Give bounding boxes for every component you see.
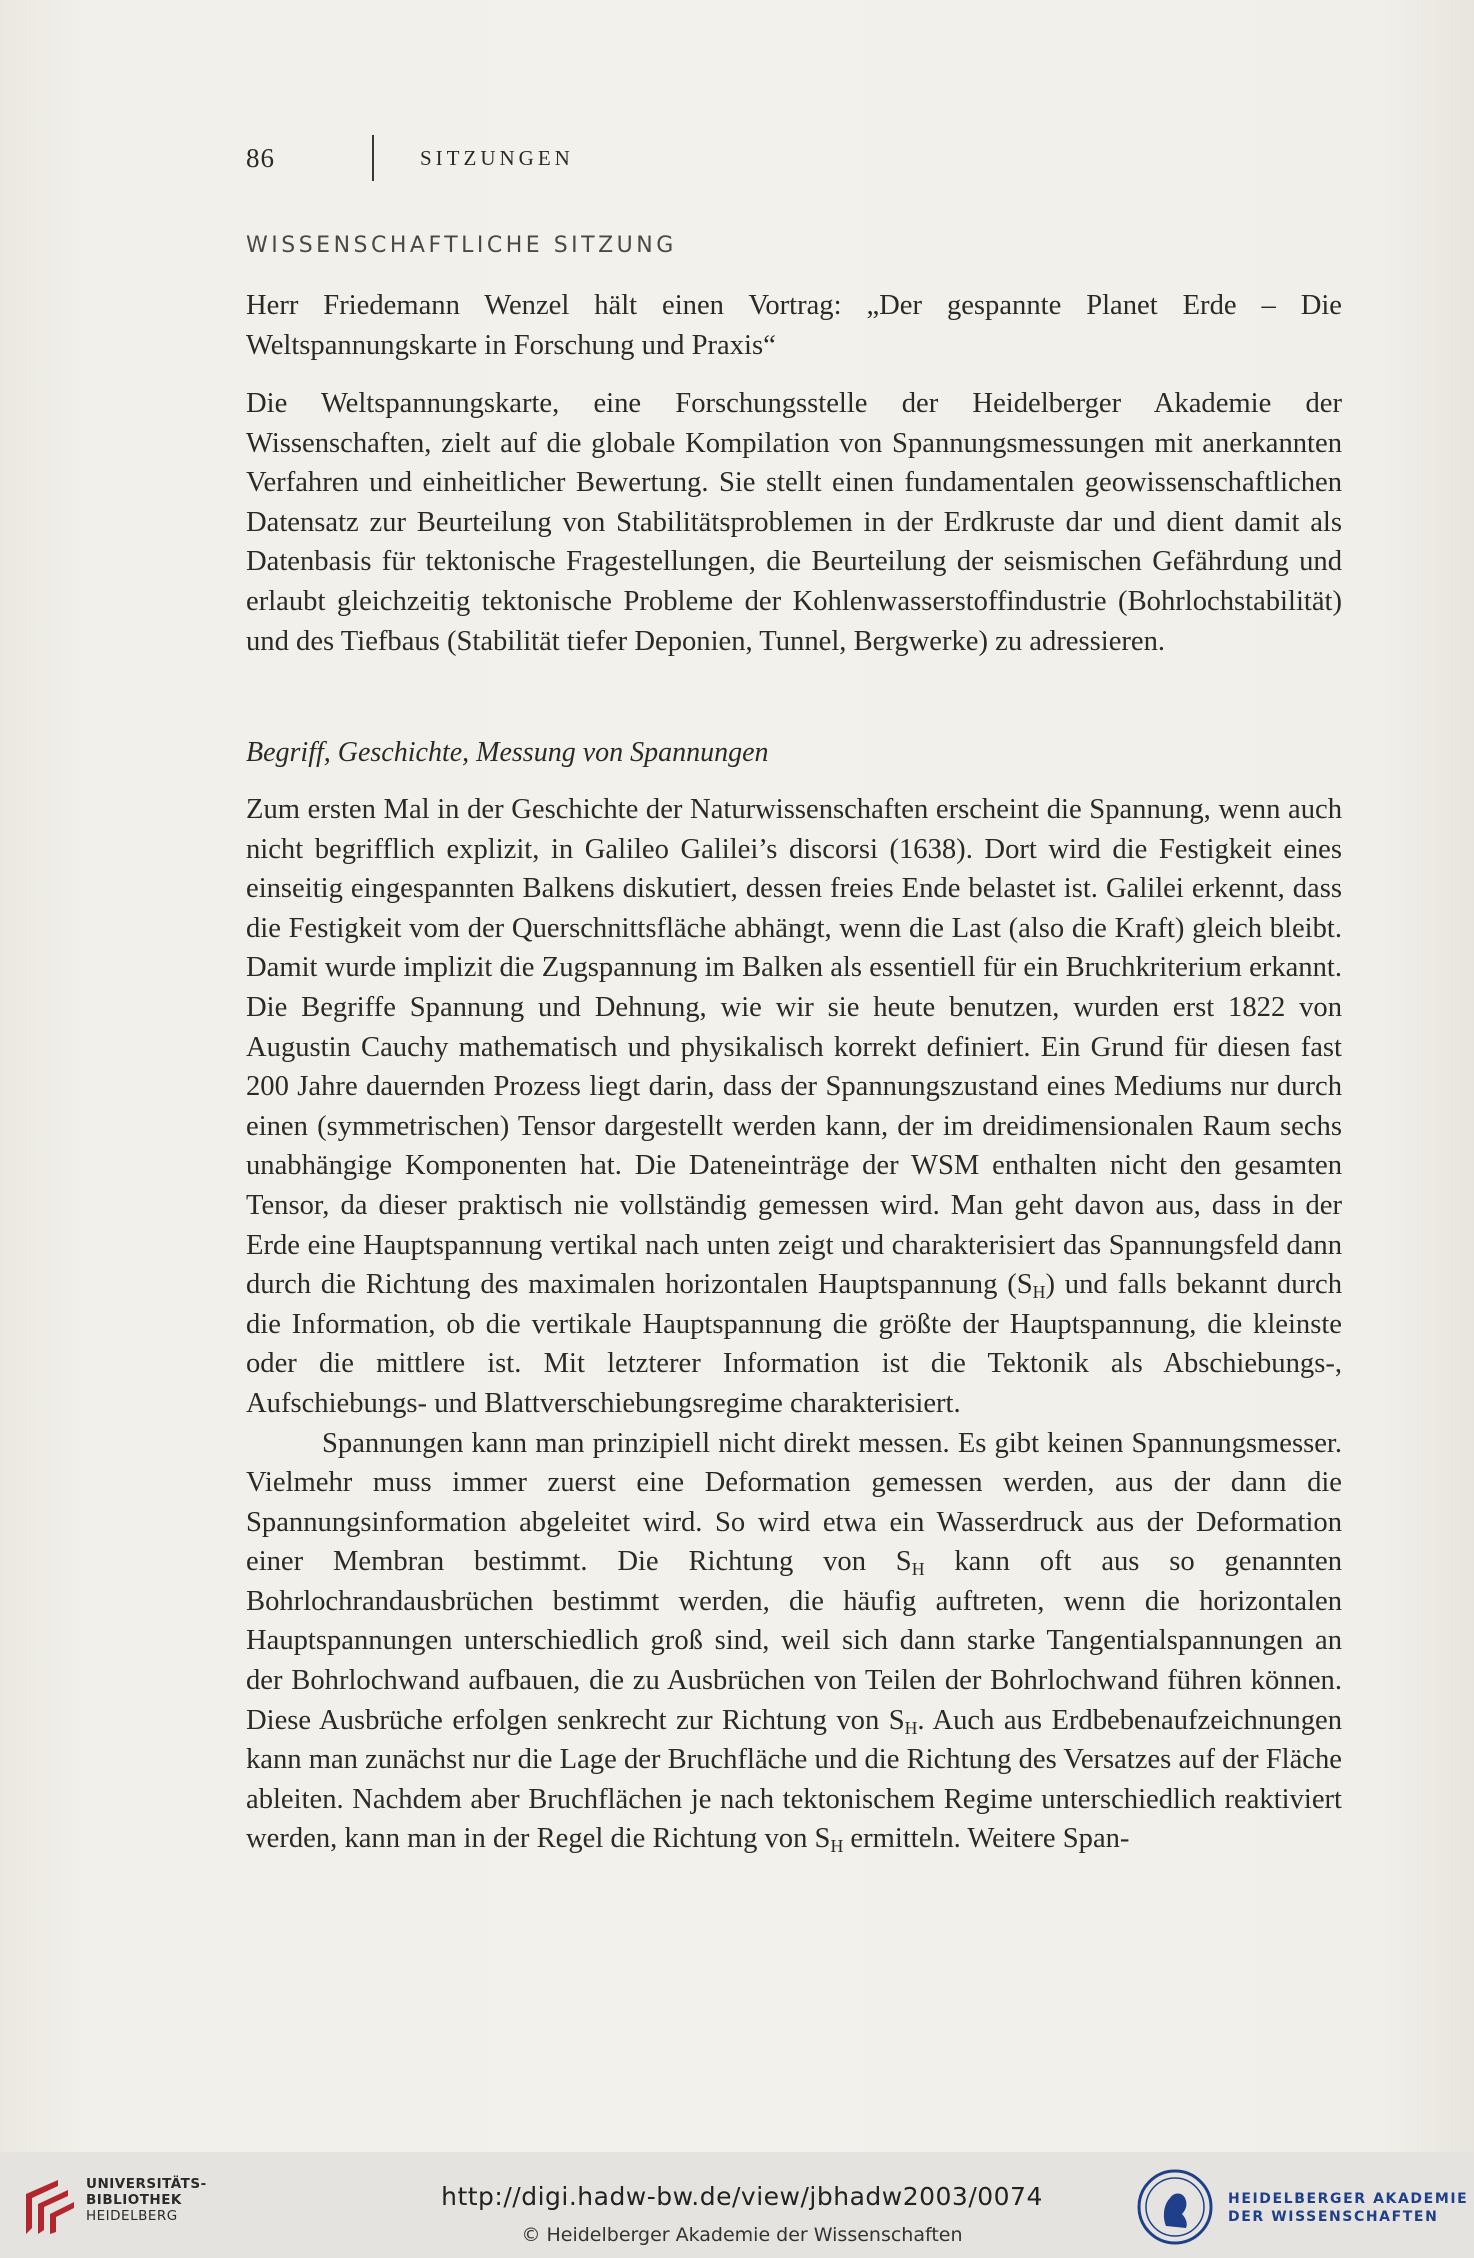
permalink-url[interactable]: http://digi.hadw-bw.de/view/jbhadw2003/0074: [441, 2182, 1043, 2211]
page-number: 86: [246, 142, 275, 173]
body2-text-c: . Auch aus Erdbebenaufzeichnungen kann man zunächst nur die Lage der Bruchfläche und die Richtung des Versatzes auf der Fläche ableiten. Nachdem aber Bruchflächen je nach tektonischem Regime unterschiedlich reaktiviert werden, kann man in der Regel die Richtung von S: [246, 1704, 1342, 1855]
ws-text: Die Weltspannungskarte, eine Forschungsstelle der Heidelberger Akademie der Wissenschaften, zielt auf die globale Kompilation von Spannungsmessungen mit anerkannten Verfahren und einheitlicher Bewertung. Sie stellt einen fundamentalen geowissenschaftlichen Datensatz zur Beurteilung von Stabilitätsproblemen in der Erdkruste dar und dient damit als Datenbasis für tektonische Fragestellungen, die Beurteilung der seismischen Gefährdung und erlaubt gleichzeitig tektonische Probleme der Kohlenwasserstoffindustrie (Bohrlochstabilität) und des Tiefbaus (Stabilität tiefer Deponien, Tunnel, Bergwerke) zu adressieren.: [246, 388, 1342, 657]
subscript-h: H: [904, 1717, 918, 1738]
digitization-footer: [0, 2152, 1474, 2258]
intro-text: Herr Friedemann Wenzel hält einen Vortrag: „Der gespannte Planet Erde – Die Weltspannungskarte in Forschung und Praxis“: [246, 290, 1342, 361]
body-paragraph-2: [246, 1424, 1342, 1860]
academy-seal-icon: [1136, 2168, 1214, 2246]
header-divider: [372, 135, 374, 181]
body2-text-a: Spannungen kann man prinzipiell nicht direkt messen. Es gibt keinen Spannungsmesser. Vielmehr muss immer zuerst eine Deformation gemessen werden, aus der dann die Spannungsinformation abgeleitet wird. So wird etwa ein Wasserdruck aus der Deformation einer Membran bestimmt. Die Richtung von S: [246, 1427, 1342, 1578]
body1-text-b: ) und falls bekannt durch die Information, ob die vertikale Hauptspannung die größte der Hauptspannung, die kleinste oder die mittlere ist. Mit letzterer Information ist die Tektonik als Abschiebungs-, Aufschiebungs- und Blattverschiebungsregime charakterisiert.: [246, 1269, 1343, 1419]
body2-text-d: ermitteln. Weitere Span-: [843, 1823, 1130, 1855]
library-line-1: UNIVERSITÄTS-: [86, 2176, 207, 2192]
body-text: [246, 790, 1342, 1859]
body2-text-b: kann oft aus so genannten Bohrlochrandausbrüchen bestimmt werden, die häufig auftreten, wenn die horizontalen Hauptspannungen unterschiedlich groß sind, weil sich dann starke Tangentialspannungen an der Bohrlochwand aufbauen, die zu Ausbrüchen von Teilen der Bohrlochwand führen können. Diese Ausbrüche erfolgen senkrecht zur Richtung von S: [246, 1546, 1342, 1736]
weltspannungskarte-paragraph: [246, 384, 1342, 661]
subscript-h: H: [911, 1559, 925, 1580]
academy-line-1: HEIDELBERGER AKADEMIE: [1228, 2191, 1469, 2207]
academy-line-2: DER WISSENSCHAFTEN: [1228, 2209, 1439, 2225]
subscript-h: H: [830, 1836, 844, 1857]
academy-name: [1228, 2190, 1468, 2226]
library-line-3: HEIDELBERG: [86, 2208, 178, 2224]
section-title: WISSENSCHAFTLICHE SITZUNG: [246, 233, 677, 258]
body1-text-a: Zum ersten Mal in der Geschichte der Naturwissenschaften erscheint die Spannung, wenn auch nicht begrifflich explizit, in Galileo Galilei’s discorsi (1638). Dort wird die Festigkeit eines einseitig eingespannten Balkens diskutiert, dessen freies Ende belastet ist. Galilei erkennt, dass die Festigkeit vom der Querschnittsfläche abhängt, wenn die Last (also die Kraft) gleich bleibt. Damit wurde implizit die Zugspannung im Balken als essentiell für ein Bruchkriterium erkannt. Die Begriffe Spannung und Dehnung, wie wir sie heute benutzen, wurden erst 1822 von Augustin Cauchy mathematisch und physikalisch korrekt definiert. Ein Grund für diesen fast 200 Jahre dauernden Prozess liegt darin, dass der Spannungszustand eines Mediums nur durch einen (symmetrischen) Tensor dargestellt werden kann, der im dreidimensionalen Raum sechs unabhängige Komponenten hat. Die Dateneinträge der WSM enthalten nicht den gesamten Tensor, da dieser praktisch nie vollständig gemessen wird. Man geht davon aus, dass in der Erde eine Hauptspannung vertikal nach unten zeigt und charakterisiert das Spannungsfeld dann durch die Richtung des maximalen horizontalen Hauptspannung (S: [246, 794, 1342, 1301]
running-header: [246, 138, 574, 178]
subheading: Begriff, Geschichte, Messung von Spannungen: [246, 737, 769, 768]
intro-paragraph: [246, 286, 1342, 365]
library-line-2: BIBLIOTHEK: [86, 2192, 182, 2208]
copyright-notice: © Heidelberger Akademie der Wissenschaften: [521, 2224, 963, 2246]
subscript-h: H: [1032, 1282, 1046, 1303]
body-paragraph-1: [246, 790, 1342, 1424]
running-title: SITZUNGEN: [420, 145, 574, 170]
